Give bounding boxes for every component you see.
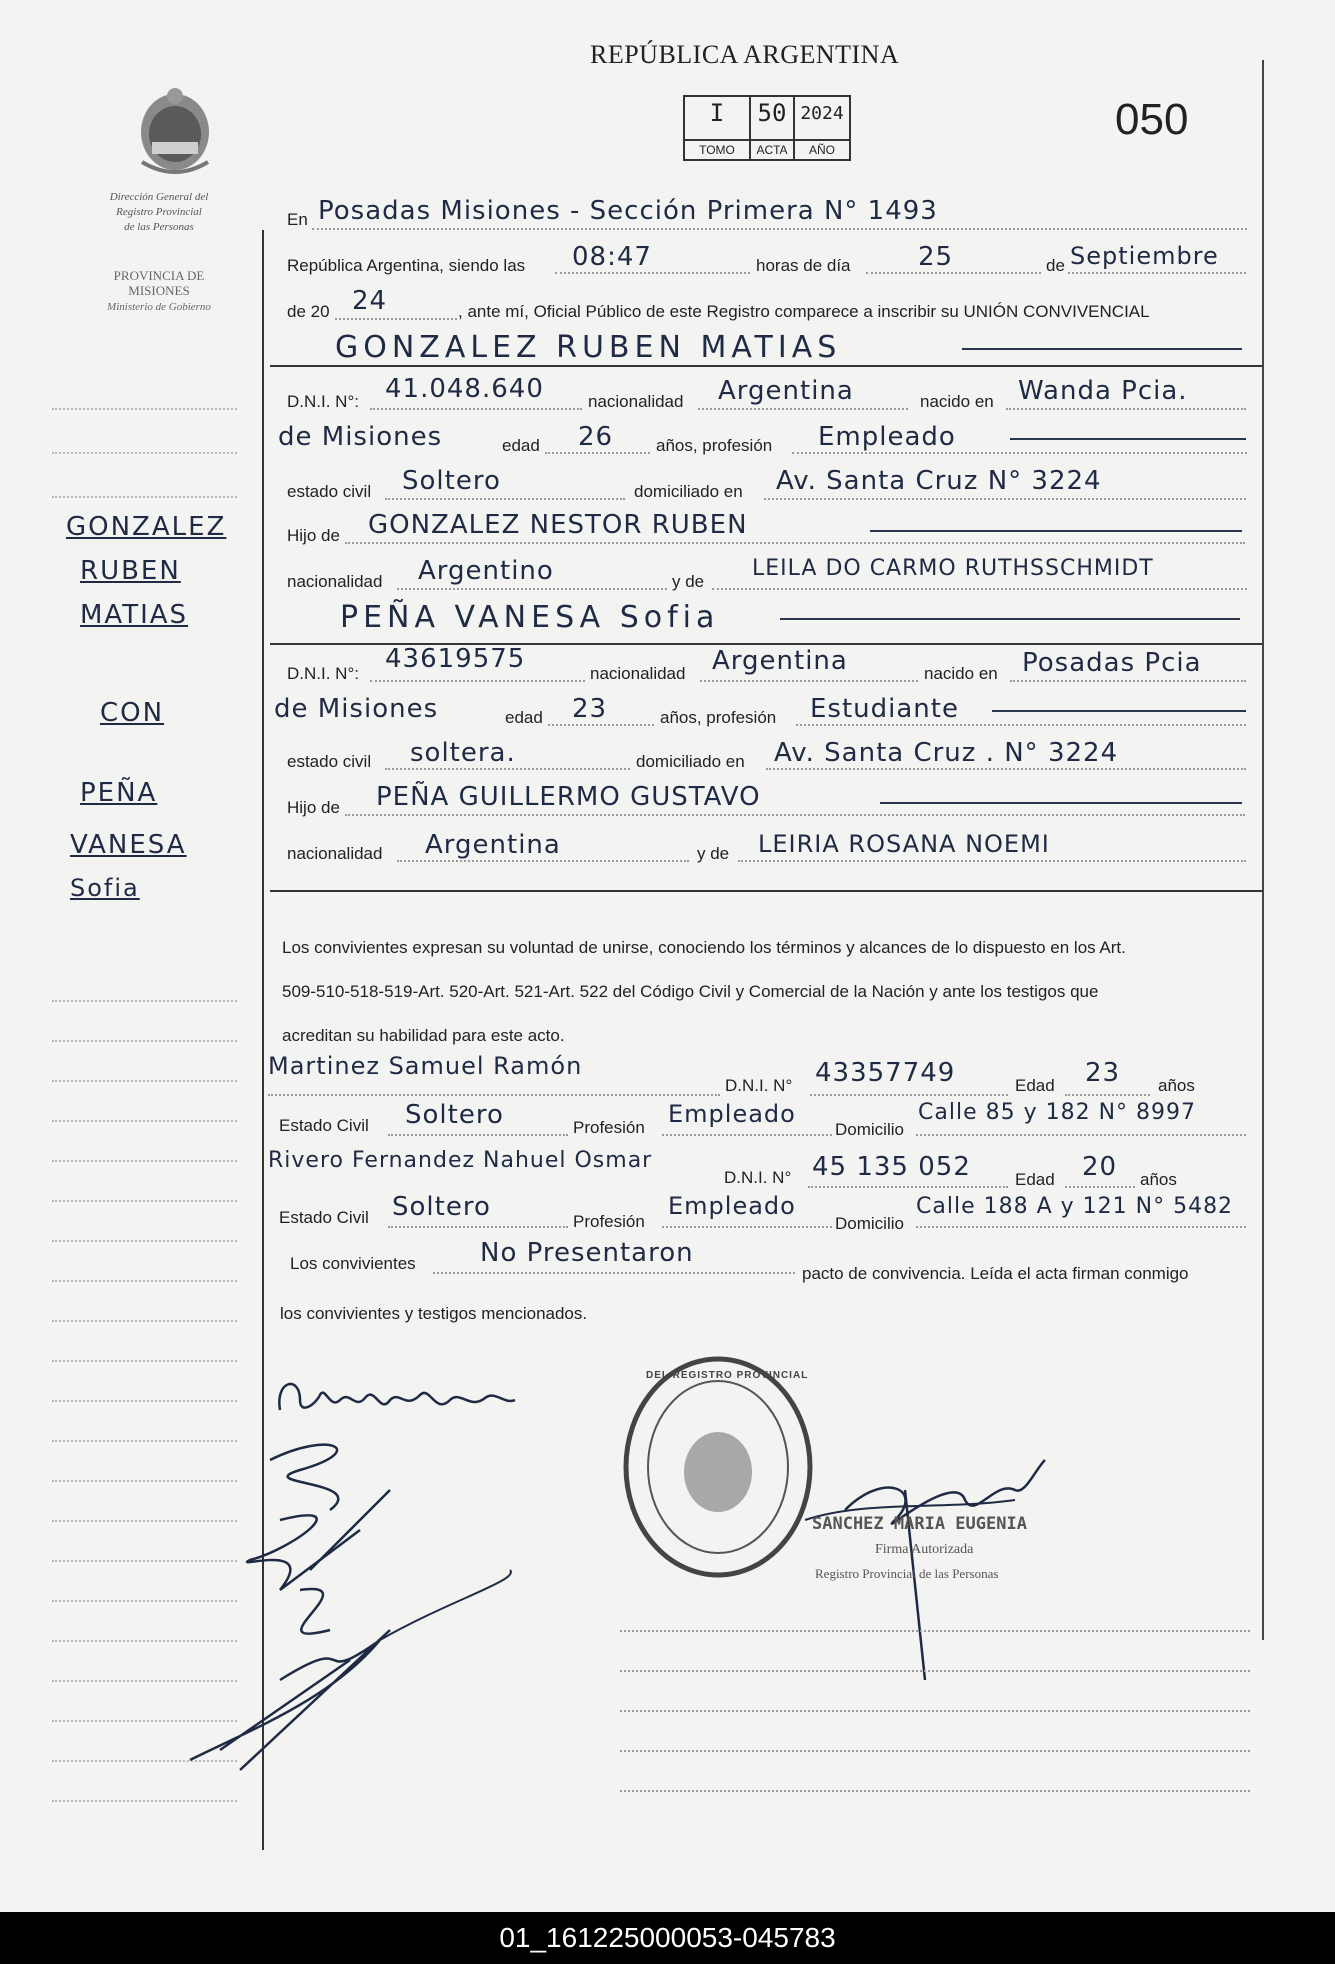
official-office: Registro Provincial de las Personas <box>815 1566 999 1581</box>
closing-line-2: los convivientes y testigos mencionados. <box>280 1304 588 1323</box>
section-divider <box>270 365 1262 367</box>
acta-label: ACTA <box>751 139 793 159</box>
day-value: 25 <box>918 242 954 272</box>
person1-mother: LEILA DO CARMO RUTHSSCHMIDT <box>752 556 1154 581</box>
acta-value: 50 <box>757 99 787 127</box>
dotted-line <box>388 1134 568 1136</box>
y-de-label: y de <box>697 844 730 863</box>
org-line: Registro Provincial <box>116 206 202 218</box>
margin-name-6: VANESA <box>70 830 187 860</box>
scan-footer-code: 01_161225000053-045783 <box>0 1912 1335 1964</box>
profesion-label: años, profesión <box>660 708 777 727</box>
year-value: 24 <box>352 286 388 316</box>
dotted-line <box>555 272 750 274</box>
person1-born-2: de Misiones <box>278 422 443 452</box>
pacto-value: No Presentaron <box>480 1238 694 1268</box>
person1-address: Av. Santa Cruz N° 3224 <box>776 466 1102 496</box>
person1-born-1: Wanda Pcia. <box>1018 376 1188 406</box>
margin-dotted-line <box>52 408 237 410</box>
dotted-line <box>1065 1186 1135 1188</box>
nacido-label: nacido en <box>924 664 998 683</box>
hijo-de-label: Hijo de <box>287 798 340 817</box>
dni-label: D.N.I. N°: <box>287 392 359 411</box>
domicilio-label: domiciliado en <box>636 752 745 771</box>
domicilio-label: domiciliado en <box>634 482 743 501</box>
witness2-name: Rivero Fernandez Nahuel Osmar <box>268 1148 653 1173</box>
fill-line <box>1010 438 1246 440</box>
nacionalidad-label: nacionalidad <box>287 572 383 591</box>
prov-ministry: Ministerio de Gobierno <box>107 301 211 313</box>
margin-dotted-line <box>52 1160 237 1162</box>
signature-scribbles <box>130 1430 530 1790</box>
witness-profesion-label: Profesión <box>573 1118 645 1137</box>
dotted-line <box>620 1750 1250 1752</box>
witness1-civil-status: Soltero <box>405 1100 504 1130</box>
dotted-line <box>1068 272 1246 274</box>
fill-line <box>992 710 1246 712</box>
statement-paragraph <box>282 926 1242 1058</box>
statement-line-2: 509-510-518-519-Art. 520-Art. 521-Art. 522 del Código Civil y Comercial de la Nación y ante los testigos que <box>282 982 1099 1001</box>
witness-estado-civil-label: Estado Civil <box>279 1116 369 1135</box>
month-value: Septiembre <box>1070 242 1219 270</box>
dotted-line <box>620 1670 1250 1672</box>
tomo-value: I <box>709 99 725 127</box>
signature-gonzalez-text <box>270 1370 277 1371</box>
witness1-profession: Empleado <box>668 1100 796 1128</box>
margin-dotted-line <box>52 1360 237 1362</box>
edad-label: edad <box>502 436 540 455</box>
witness-dni-label: D.N.I. N° <box>725 1076 793 1095</box>
pacto-label: pacto de convivencia. Leída el acta firman conmigo <box>802 1264 1189 1283</box>
person2-father-nationality: Argentina <box>425 830 561 860</box>
witness2-dni: 45 135 052 <box>812 1152 971 1182</box>
anio-label: AÑO <box>795 139 849 159</box>
dotted-line <box>916 1134 1246 1136</box>
nacionalidad-label: nacionalidad <box>287 844 383 863</box>
dotted-line <box>698 408 908 410</box>
witness-edad-label: Edad <box>1015 1076 1055 1095</box>
tomo-box <box>683 95 751 161</box>
margin-name-5: PEÑA <box>80 778 158 808</box>
margin-dotted-line <box>52 1120 237 1122</box>
margin-dotted-line <box>52 1280 237 1282</box>
person1-profession: Empleado <box>818 422 956 452</box>
dotted-line <box>370 680 585 682</box>
de-label: de <box>1046 256 1065 275</box>
right-rule <box>1262 60 1264 1640</box>
witness1-name: Martinez Samuel Ramón <box>268 1052 583 1080</box>
person2-nationality: Argentina <box>712 646 848 676</box>
margin-dotted-line <box>52 1800 237 1802</box>
witness-dni-label: D.N.I. N° <box>724 1168 792 1187</box>
org-line: Dirección General del <box>109 191 209 203</box>
person2-profession: Estudiante <box>810 694 959 724</box>
witness-edad-label: Edad <box>1015 1170 1055 1189</box>
person1-father-nationality: Argentino <box>418 556 554 586</box>
margin-dotted-line <box>52 1200 237 1202</box>
witness2-profession: Empleado <box>668 1192 796 1220</box>
place-value: Posadas Misiones - Sección Primera N° 1493 <box>318 196 938 226</box>
person2-born-1: Posadas Pcia <box>1022 648 1202 678</box>
fill-line <box>962 348 1242 350</box>
margin-dotted-line <box>52 496 237 498</box>
dotted-line <box>335 318 457 320</box>
dotted-line <box>1006 408 1246 410</box>
ante-label: , ante mí, Oficial Público de este Registro comparece a inscribir su UNIÓN CONVIVENCIAL <box>458 302 1150 321</box>
person2-dni: 43619575 <box>385 644 526 674</box>
horas-label: horas de día <box>756 256 851 275</box>
dotted-line <box>620 1790 1250 1792</box>
fill-line <box>880 802 1242 804</box>
witness1-dni: 43357749 <box>815 1058 956 1088</box>
margin-name-2: RUBEN <box>80 556 181 586</box>
dotted-line <box>312 228 1247 230</box>
person2-name: PEÑA VANESA Sofia <box>340 600 720 635</box>
witness2-address: Calle 188 A y 121 N° 5482 <box>916 1194 1234 1219</box>
dotted-line <box>1010 680 1246 682</box>
dotted-line <box>766 768 1246 770</box>
witness1-address: Calle 85 y 182 N° 8997 <box>918 1100 1197 1125</box>
dotted-line <box>433 1272 795 1274</box>
tomo-label: TOMO <box>685 139 749 159</box>
official-title: Firma Autorizada <box>875 1542 974 1557</box>
profesion-label: años, profesión <box>656 436 773 455</box>
hijo-de-label: Hijo de <box>287 526 340 545</box>
signature-gonzalez <box>270 1370 520 1430</box>
en-label: En <box>287 210 308 229</box>
dotted-line <box>738 860 1246 862</box>
dotted-line <box>385 768 630 770</box>
anio-box <box>793 95 851 161</box>
dotted-line <box>388 1226 568 1228</box>
dotted-line <box>345 542 1245 544</box>
stamp-text: DEL REGISTRO PROVINCIAL <box>646 1370 809 1381</box>
person1-name: GONZALEZ RUBEN MATIAS <box>335 330 842 365</box>
statement-line-1: Los convivientes expresan su voluntad de unirse, conociendo los términos y alcances de lo dispuesto en los Art. <box>282 938 1126 957</box>
estado-civil-label: estado civil <box>287 752 372 771</box>
dotted-line <box>764 498 1246 500</box>
org-line: de las Personas <box>124 221 194 233</box>
organization-name <box>84 190 234 235</box>
witness1-age: 23 <box>1085 1058 1121 1088</box>
fill-line <box>780 618 1240 620</box>
witness2-civil-status: Soltero <box>392 1192 491 1222</box>
official-name: SANCHEZ MARIA EUGENIA <box>812 1514 1027 1534</box>
prov-line: MISIONES <box>128 283 190 298</box>
margin-name-3: MATIAS <box>80 600 189 630</box>
dotted-line <box>700 680 918 682</box>
witness-anios-label: años <box>1158 1076 1195 1095</box>
dotted-line <box>268 1094 720 1096</box>
republica-label: República Argentina, siendo las <box>287 256 526 275</box>
section-divider <box>270 890 1262 892</box>
margin-dotted-line <box>52 1240 237 1242</box>
margin-dotted-line <box>52 1320 237 1322</box>
acta-box <box>749 95 795 161</box>
dotted-line <box>397 860 689 862</box>
witness-domicilio-label: Domicilio <box>835 1120 904 1139</box>
de20-label: de 20 <box>287 302 330 321</box>
dotted-line <box>866 272 1041 274</box>
dotted-line <box>370 408 582 410</box>
margin-dotted-line <box>52 1000 237 1002</box>
dotted-line <box>397 588 667 590</box>
nacionalidad-label: nacionalidad <box>588 392 684 411</box>
witness-profesion-label: Profesión <box>573 1212 645 1231</box>
witness2-age: 20 <box>1082 1152 1118 1182</box>
person1-civil-status: Soltero <box>402 466 501 496</box>
person2-mother: LEIRIA ROSANA NOEMI <box>758 830 1050 858</box>
edad-label: edad <box>505 708 543 727</box>
dotted-line <box>385 498 625 500</box>
person1-nationality: Argentina <box>718 376 854 406</box>
person2-born-2: de Misiones <box>274 694 439 724</box>
dotted-line <box>712 588 1247 590</box>
margin-dotted-line <box>52 1080 237 1082</box>
statement-line-3: acreditan su habilidad para este acto. <box>282 1026 565 1045</box>
dotted-line <box>662 1134 832 1136</box>
dotted-line <box>620 1710 1250 1712</box>
dotted-line <box>620 1630 1250 1632</box>
witness-estado-civil-label: Estado Civil <box>279 1208 369 1227</box>
nacionalidad-label: nacionalidad <box>590 664 686 683</box>
convivientes-label: Los convivientes <box>290 1254 416 1273</box>
margin-dotted-line <box>52 452 237 454</box>
fill-line <box>870 530 1242 532</box>
dotted-line <box>662 1226 832 1228</box>
dotted-line <box>545 452 650 454</box>
person2-father: PEÑA GUILLERMO GUSTAVO <box>376 782 761 812</box>
witness-anios-label: años <box>1140 1170 1177 1189</box>
nacido-label: nacido en <box>920 392 994 411</box>
person1-father: GONZALEZ NESTOR RUBEN <box>368 510 748 540</box>
dotted-line <box>792 452 1247 454</box>
anio-value: 2024 <box>800 103 844 124</box>
coat-of-arms-icon <box>122 82 228 176</box>
margin-name-1: GONZALEZ <box>66 512 227 542</box>
dotted-line <box>1065 1094 1150 1096</box>
y-de-label: y de <box>672 572 705 591</box>
margin-name-4: CON <box>100 698 165 728</box>
dotted-line <box>345 814 1245 816</box>
dotted-line <box>808 1186 1008 1188</box>
margin-name-7: Sofia <box>70 874 140 902</box>
witness-domicilio-label: Domicilio <box>835 1214 904 1233</box>
dotted-line <box>796 724 1246 726</box>
dotted-line <box>810 1094 1008 1096</box>
person2-age: 23 <box>572 694 608 724</box>
act-number: 050 <box>1115 95 1189 144</box>
dotted-line <box>548 724 654 726</box>
margin-dotted-line <box>52 1040 237 1042</box>
dni-label: D.N.I. N°: <box>287 664 359 683</box>
dotted-line <box>916 1226 1246 1228</box>
margin-dotted-line <box>52 1400 237 1402</box>
time-value: 08:47 <box>572 242 652 272</box>
province-name <box>84 268 234 315</box>
person2-address: Av. Santa Cruz . N° 3224 <box>774 738 1119 768</box>
estado-civil-label: estado civil <box>287 482 372 501</box>
person2-civil-status: soltera. <box>410 738 516 768</box>
document-title: REPÚBLICA ARGENTINA <box>590 40 900 69</box>
prov-line: PROVINCIA DE <box>113 268 205 283</box>
person1-dni: 41.048.640 <box>385 374 544 404</box>
person1-age: 26 <box>578 422 614 452</box>
